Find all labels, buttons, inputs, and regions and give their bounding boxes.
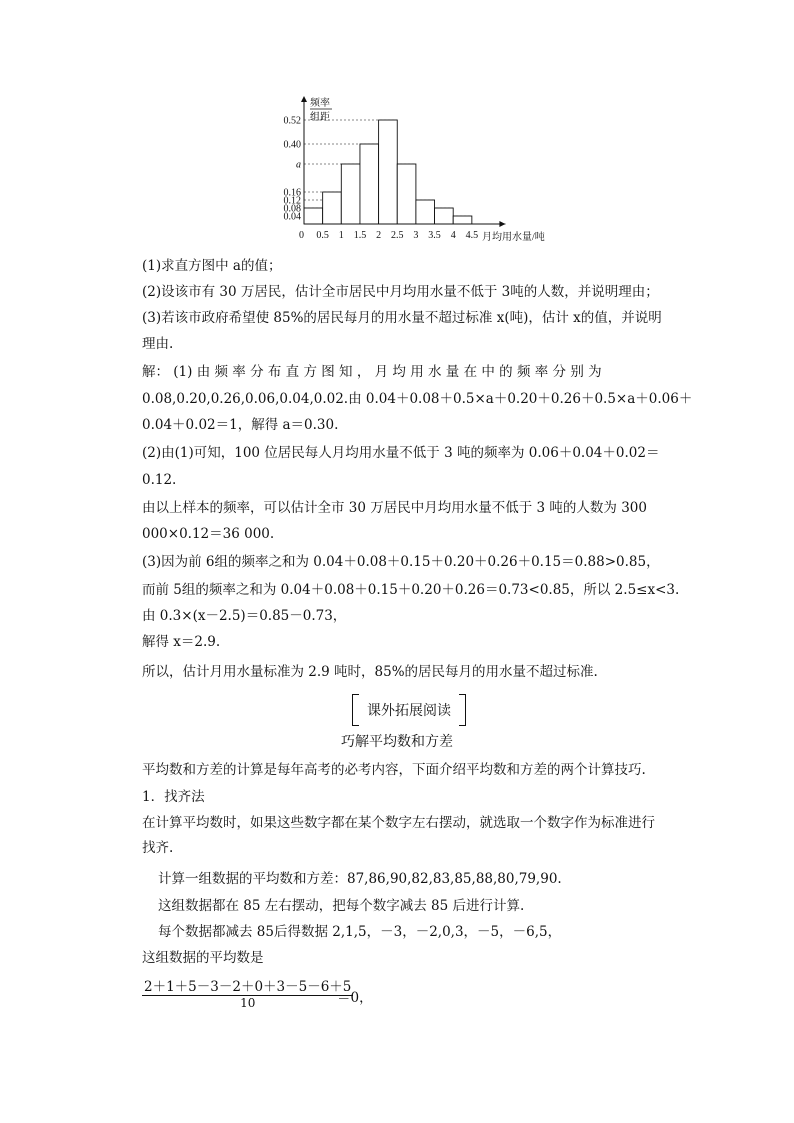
body-line: (2)设该市有 30 万居民，估计全市居民中月均用水量不低于 3吨的人数，并说明理由； — [142, 284, 659, 300]
y-axis-label-top: 频率 — [310, 98, 330, 109]
histogram-bar — [416, 200, 435, 224]
x-tick-label: 1.5 — [353, 230, 367, 241]
body-line: 找齐. — [142, 840, 174, 856]
body-line: 0.08,0.20,0.26,0.06,0.04,0.02.由 0.04＋0.08＋0.5×a＋0.20＋0.26＋0.5×a＋0.06＋ — [142, 391, 693, 407]
body-line: 1．找齐法 — [142, 789, 205, 805]
y-tick-label: 0.12 — [283, 195, 301, 207]
y-tick-label: 0.40 — [283, 139, 301, 151]
x-axis-label: 月均用水量/吨 — [482, 232, 545, 243]
body-line: 解得 x＝2.9. — [142, 634, 221, 650]
frequency-histogram — [270, 92, 560, 250]
x-tick-label: 2.5 — [391, 230, 404, 241]
histogram-bar — [304, 208, 323, 224]
x-tick-label: 2 — [376, 230, 382, 241]
histogram-bar — [360, 144, 379, 224]
fraction-result: ＝0， — [337, 990, 373, 1006]
body-line: (1)求直方图中 a的值； — [142, 258, 282, 274]
body-line: 计算一组数据的平均数和方差：87,86,90,82,83,85,88,80,79,90. — [158, 871, 562, 887]
y-axis-arrow — [301, 96, 307, 102]
body-line: 在计算平均数时，如果这些数字都在某个数字左右摆动，就选取一个数字作为标准进行 — [142, 815, 655, 831]
body-line: 由以上样本的频率，可以估计全市 30 万居民中月均用水量不低于 3 吨的人数为 300 — [142, 500, 647, 516]
body-line: (3)若该市政府希望使 85%的居民每月的用水量不超过标准 x(吨)，估计 x的值，并说明 — [142, 310, 662, 326]
extension-reading-box — [352, 694, 466, 726]
body-line: (3)因为前 6组的频率之和为 0.04＋0.08＋0.15＋0.20＋0.26＋0.15＝0.88>0.85， — [142, 554, 660, 570]
histogram-bar — [435, 208, 454, 224]
fraction-denominator: 10 — [240, 996, 256, 1010]
body-line: (2)由(1)可知，100 位居民每人月均用水量不低于 3 吨的频率为 0.06＋0.04＋0.02＝ — [142, 445, 660, 461]
x-tick-label: 3 — [413, 230, 419, 241]
x-tick-label: 1 — [338, 230, 344, 241]
body-line: 0.04＋0.02＝1，解得 a＝0.30. — [142, 417, 339, 433]
body-line: 理由. — [142, 336, 174, 352]
histogram-bar — [379, 120, 398, 224]
histogram-bar — [453, 216, 472, 224]
y-tick-label: 0.08 — [283, 203, 301, 215]
histogram-bar — [397, 164, 416, 224]
histogram-bar — [323, 192, 342, 224]
x-tick-label: 3.5 — [428, 230, 441, 241]
section-title: 巧解平均数和方差 — [341, 734, 453, 750]
body-line: 000×0.12＝36 000. — [142, 526, 275, 542]
body-line: 所以，估计月用水量标准为 2.9 吨时，85%的居民每月的用水量不超过标准. — [142, 664, 598, 680]
y-tick-label: 0.52 — [283, 115, 301, 127]
histogram-bar — [341, 164, 360, 224]
body-line: 0.12. — [142, 472, 177, 488]
x-tick-label: 4 — [450, 230, 456, 241]
x-tick-label: 0 — [299, 230, 304, 241]
x-tick-label: 4.5 — [465, 230, 479, 241]
body-line: 由 0.3×(x－2.5)＝0.85－0.73， — [142, 608, 347, 624]
y-tick-label: a — [296, 159, 301, 171]
x-tick-label: 0.5 — [316, 230, 329, 241]
extension-reading-label: 课外拓展阅读 — [367, 703, 451, 719]
body-line: 这组数据的平均数是 — [142, 950, 264, 966]
mean-fraction — [142, 975, 353, 1010]
body-line: 平均数和方差的计算是每年高考的必考内容，下面介绍平均数和方差的两个计算技巧. — [142, 762, 646, 778]
y-tick-label: 0.16 — [283, 187, 301, 199]
body-line: 每个数据都减去 85后得数据 2,1,5，－3，－2,0,3，－5，－6,5， — [158, 924, 562, 940]
y-axis-label-bottom: 组距 — [310, 112, 330, 123]
body-line: 解： (1) 由 频 率 分 布 直 方 图 知 ， 月 均 用 水 量 在 中 的 频 率 分 别 为 — [142, 364, 602, 380]
x-axis-arrow — [499, 221, 505, 227]
body-line: 而前 5组的频率之和为 0.04＋0.08＋0.15＋0.20＋0.26＝0.73<0.85，所以 2.5≤x<3. — [142, 582, 680, 598]
body-line: 这组数据都在 85 左右摆动，把每个数字减去 85 后进行计算. — [158, 898, 525, 914]
fraction-numerator: 2＋1＋5－3－2＋0＋3－5－6＋5 — [142, 975, 353, 996]
y-tick-label: 0.04 — [283, 211, 301, 223]
